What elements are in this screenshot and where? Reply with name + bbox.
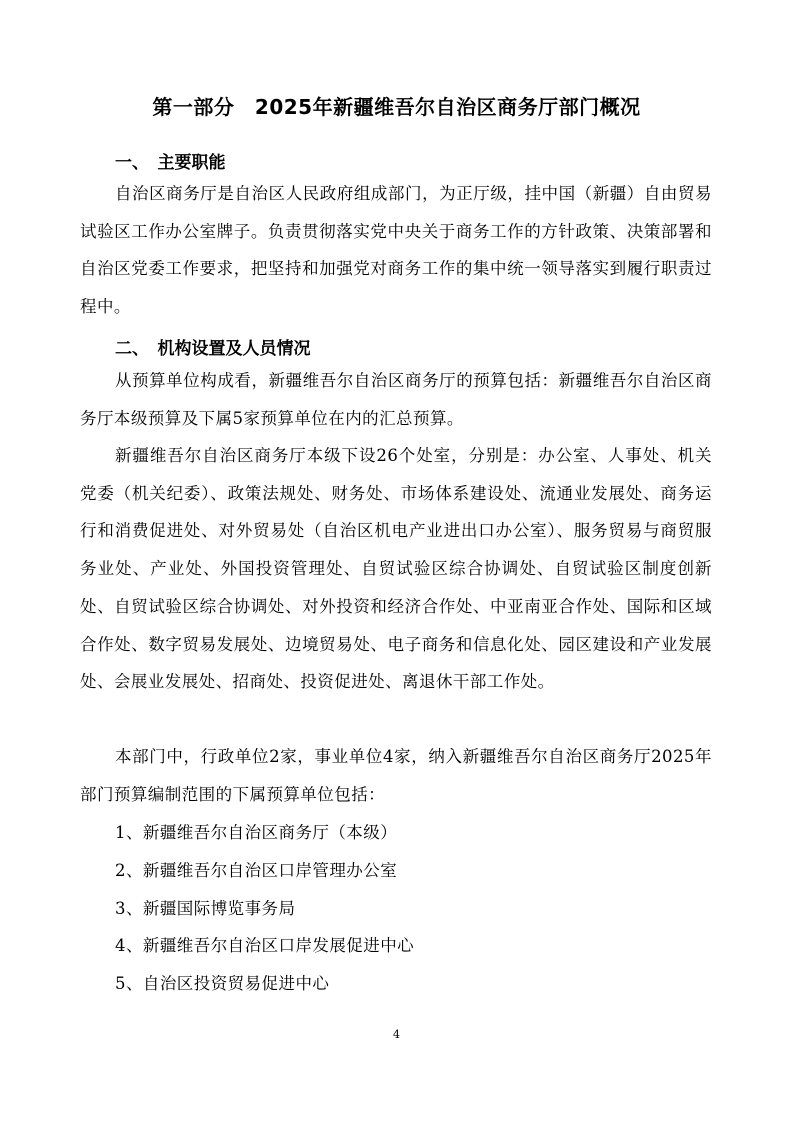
list-item: 2、新疆维吾尔自治区口岸管理办公室 <box>115 861 398 880</box>
main-functions-paragraph: 自治区商务厅是自治区人民政府组成部门，为正厅级，挂中国（新疆）自由贸易试验区工作办公室牌子。负责贯彻落实党中央关于商务工作的方针政策、决策部署和自治区党委工作要求，把坚持和加强党对商务工作的集中统一领导落实到履行职责过程中。 <box>80 184 712 317</box>
list-item: 1、新疆维吾尔自治区商务厅（本级） <box>115 823 398 842</box>
list-item: 4、新疆维吾尔自治区口岸发展促进中心 <box>115 936 415 955</box>
section-heading-organization: 二、 机构设置及人员情况 <box>115 339 311 359</box>
departments-paragraph: 新疆维吾尔自治区商务厅本级下设26个处室，分别是：办公室、人事处、机关党委（机关纪委）、政策法规处、财务处、市场体系建设处、流通业发展处、商务运行和消费促进处、对外贸易处（自治区机电产业进出口办公室）、服务贸易与商贸服务业处、产业处、外国投资管理处、自贸试验区综合协调处、自贸试验区制度创新处、自贸试验区综合协调处、对外投资和经济合作处、中亚南亚合作处、国际和区域合作处、数字贸易发展处、边境贸易处、电子商务和信息化处、园区建设和产业发展处、会展业发展处、招商处、投资促进处、离退休干部工作处。 <box>80 446 712 692</box>
units-intro-paragraph: 本部门中，行政单位2家，事业单位4家，纳入新疆维吾尔自治区商务厅2025年部门预算编制范围的下属预算单位包括： <box>80 747 712 804</box>
list-item: 3、新疆国际博览事务局 <box>115 899 296 918</box>
budget-composition-paragraph: 从预算单位构成看，新疆维吾尔自治区商务厅的预算包括：新疆维吾尔自治区商务厅本级预算及下属5家预算单位在内的汇总预算。 <box>80 371 712 428</box>
section-heading-main-functions: 一、 主要职能 <box>115 153 226 173</box>
list-item: 5、自治区投资贸易促进中心 <box>115 974 330 993</box>
page-number: 4 <box>393 1028 400 1041</box>
page-title: 第一部分 2025年新疆维吾尔自治区商务厅部门概况 <box>152 95 641 119</box>
